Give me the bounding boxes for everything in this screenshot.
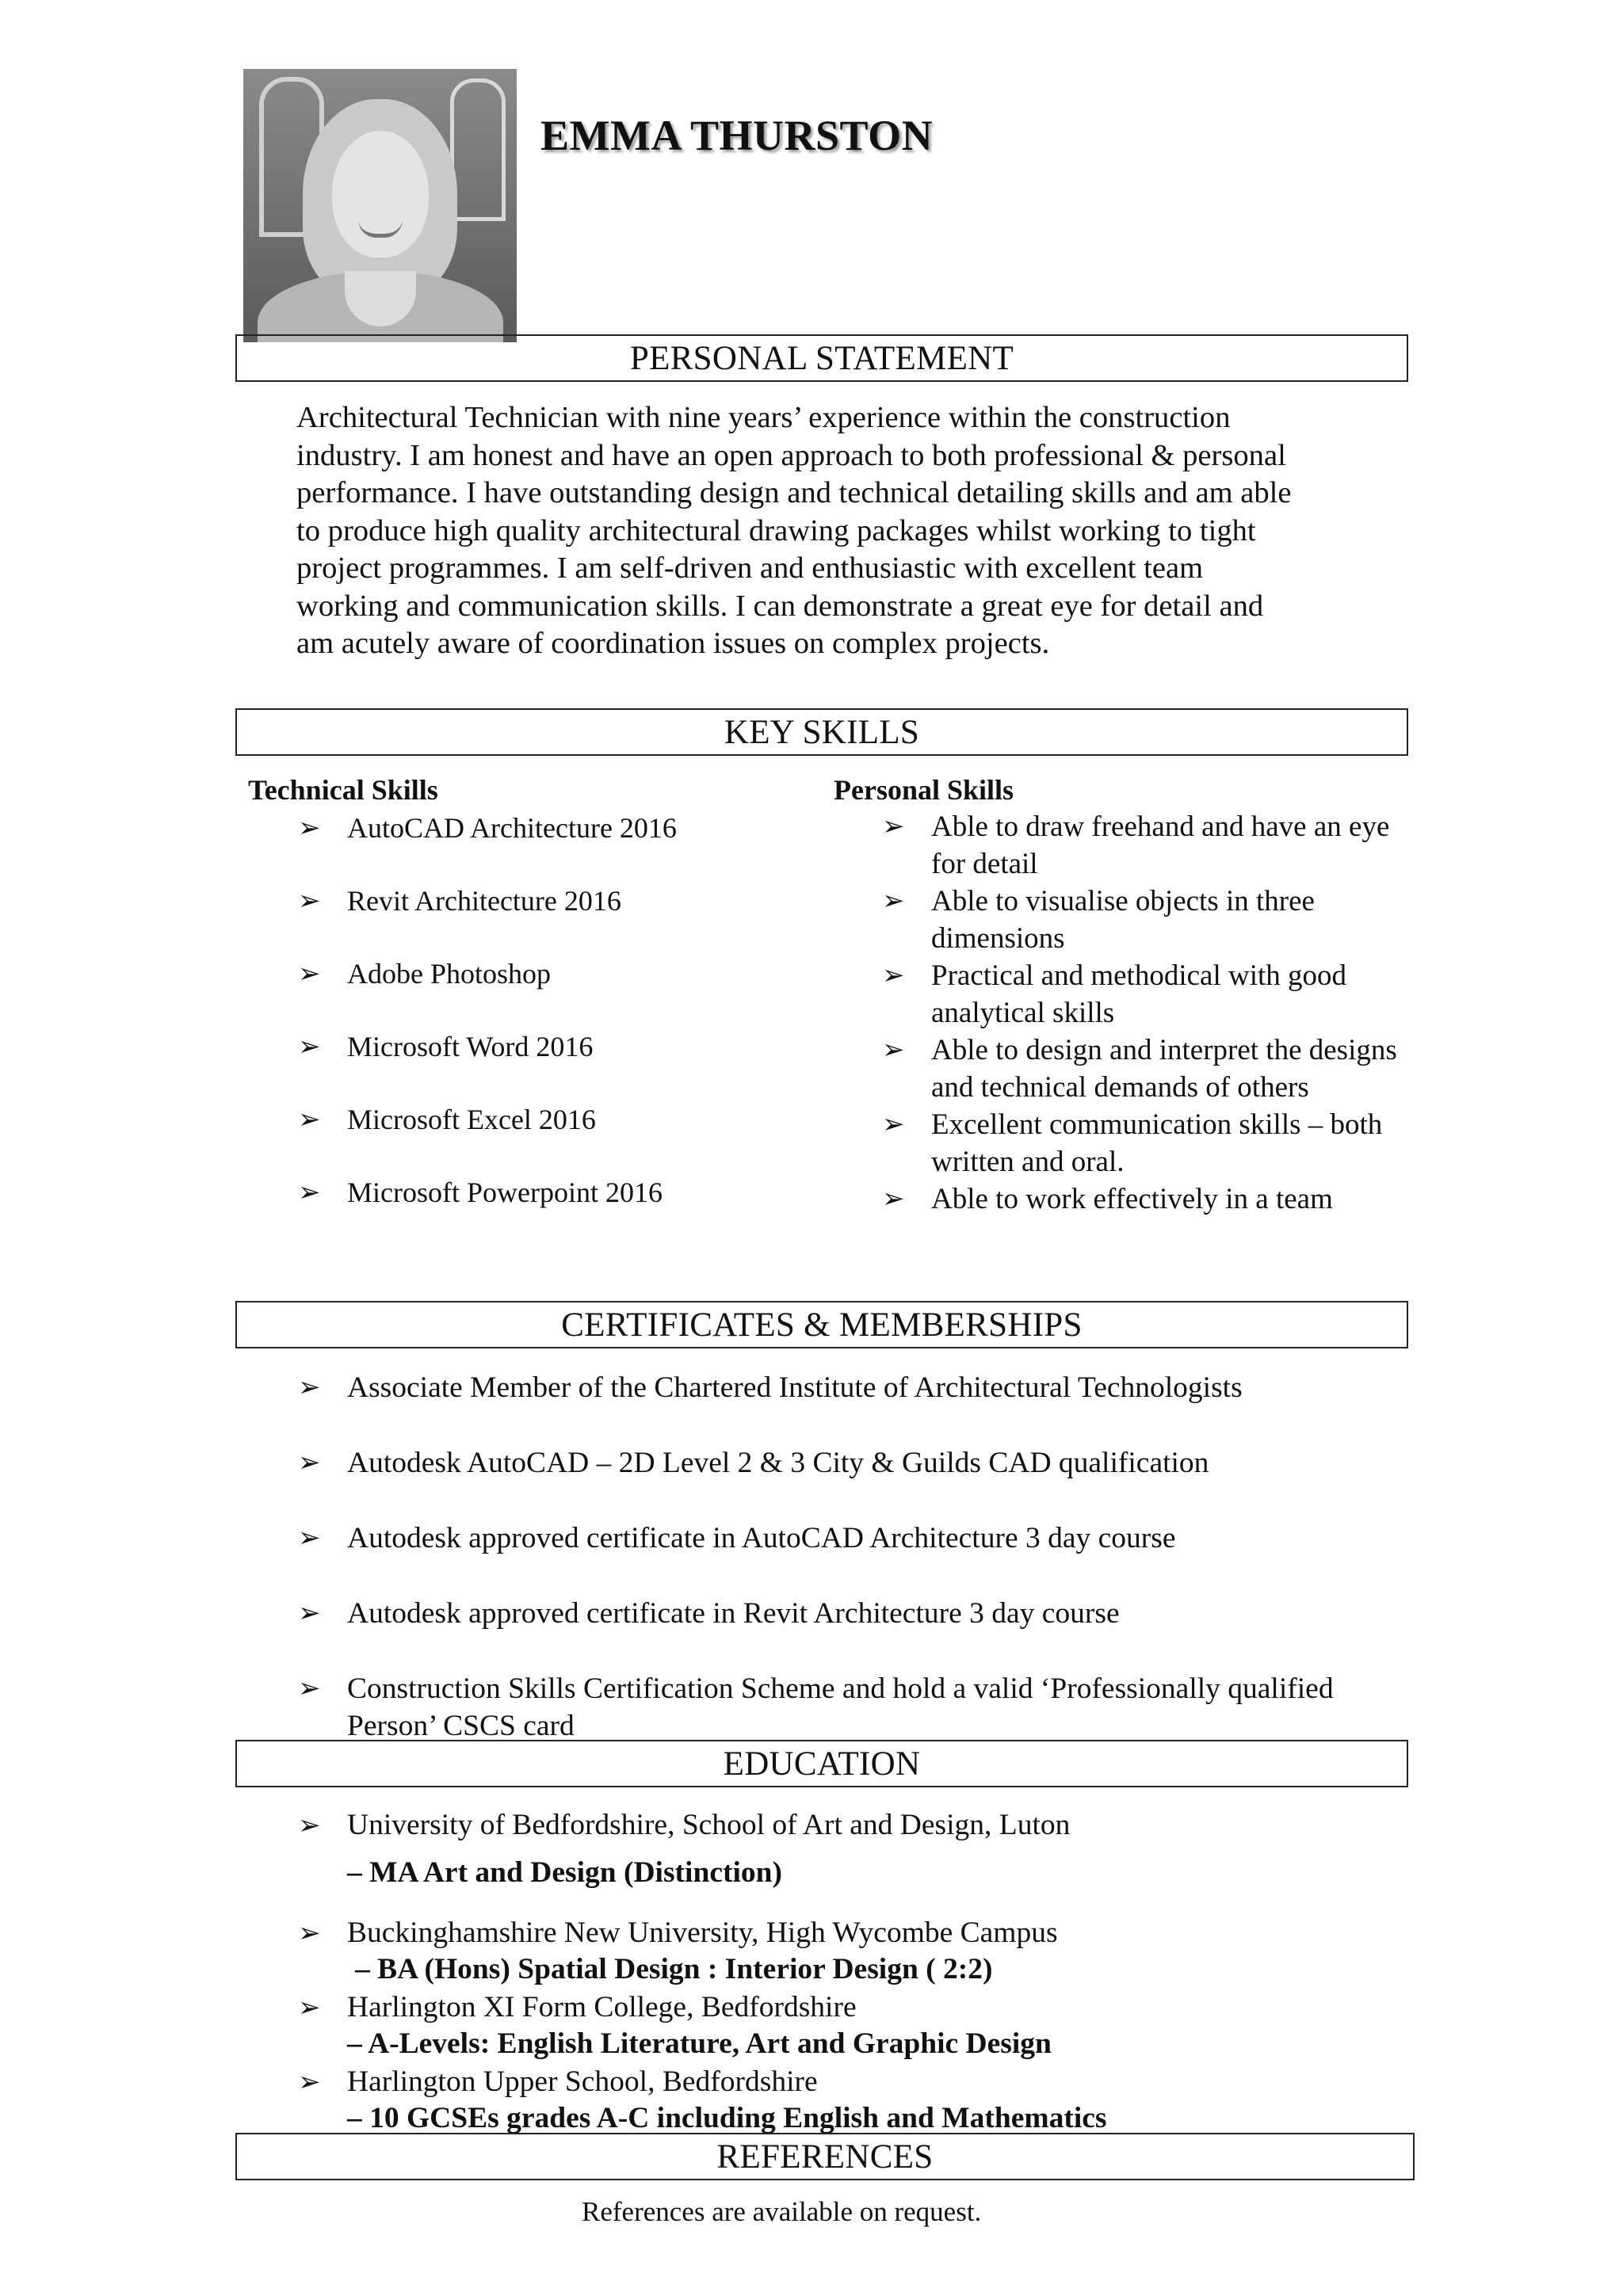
candidate-name: EMMA THURSTON bbox=[540, 112, 934, 159]
education-list bbox=[298, 1807, 1423, 2137]
profile-photo bbox=[243, 69, 517, 342]
photo-face bbox=[332, 131, 429, 257]
arrow-bullet-icon: ➢ bbox=[882, 885, 905, 917]
list-item: ➢ Adobe Photoshop bbox=[298, 954, 677, 1027]
section-heading-education: EDUCATION bbox=[235, 1740, 1408, 1787]
statement-line: working and communication skills. I can demonstrate a great eye for detail and bbox=[296, 589, 1264, 623]
arrow-bullet-icon: ➢ bbox=[882, 1034, 905, 1066]
list-item: ➢ Able to draw freehand and have an eye for detail bbox=[882, 808, 1421, 883]
arrow-bullet-icon: ➢ bbox=[298, 1104, 321, 1135]
school-name: Harlington Upper School, Bedfordshire bbox=[347, 2065, 818, 2098]
list-item: ➢ Microsoft Powerpoint 2016 bbox=[298, 1173, 677, 1245]
arrow-bullet-icon: ➢ bbox=[882, 959, 905, 991]
list-item bbox=[298, 1989, 1423, 2062]
section-heading-references: REFERENCES bbox=[235, 2133, 1415, 2180]
arrow-bullet-icon: ➢ bbox=[298, 1371, 321, 1403]
arrow-bullet-icon: ➢ bbox=[298, 1992, 321, 2023]
list-item: ➢ Autodesk approved certificate in AutoCAD Architecture 3 day course bbox=[298, 1520, 1423, 1557]
list-item: ➢ Construction Skills Certification Scheme and hold a valid ‘Professionally qualified Person’ CSCS card bbox=[298, 1670, 1423, 1745]
arrow-bullet-icon: ➢ bbox=[298, 1447, 321, 1478]
arrow-bullet-icon: ➢ bbox=[298, 1672, 321, 1704]
degree-title: – 10 GCSEs grades A-C including English and Mathematics bbox=[347, 2102, 1107, 2134]
background-arch-right bbox=[450, 78, 506, 221]
arrow-bullet-icon: ➢ bbox=[298, 885, 321, 917]
arrow-bullet-icon: ➢ bbox=[298, 1917, 321, 1949]
school-name: Buckinghamshire New University, High Wycombe Campus bbox=[347, 1917, 1058, 1949]
statement-line: to produce high quality architectural drawing packages whilst working to tight bbox=[296, 513, 1256, 547]
list-item: ➢ Revit Architecture 2016 bbox=[298, 881, 677, 954]
arrow-bullet-icon: ➢ bbox=[298, 812, 321, 844]
arrow-bullet-icon: ➢ bbox=[298, 1522, 321, 1554]
list-item: ➢ Practical and methodical with good analytical skills bbox=[882, 957, 1421, 1032]
section-heading-certificates: CERTIFICATES & MEMBERSHIPS bbox=[235, 1301, 1408, 1348]
arrow-bullet-icon: ➢ bbox=[298, 2066, 321, 2098]
photo-body bbox=[258, 271, 503, 342]
list-item: ➢ AutoCAD Architecture 2016 bbox=[298, 808, 677, 881]
list-item: ➢ Able to design and interpret the designs and technical demands of others bbox=[882, 1032, 1421, 1106]
certificates-list bbox=[298, 1369, 1423, 1745]
personal-statement-text bbox=[296, 399, 1406, 663]
list-item: ➢ Autodesk approved certificate in Revit Architecture 3 day course bbox=[298, 1595, 1423, 1632]
school-name: Harlington XI Form College, Bedfordshire bbox=[347, 1991, 857, 2023]
list-item: ➢ Able to visualise objects in three dimensions bbox=[882, 883, 1421, 957]
arrow-bullet-icon: ➢ bbox=[298, 958, 321, 990]
technical-skills-heading: Technical Skills bbox=[248, 774, 438, 806]
statement-line: project programmes. I am self-driven and enthusiastic with excellent team bbox=[296, 551, 1204, 585]
arrow-bullet-icon: ➢ bbox=[882, 1108, 905, 1140]
section-heading-personal-statement: PERSONAL STATEMENT bbox=[235, 334, 1408, 382]
arrow-bullet-icon: ➢ bbox=[298, 1810, 321, 1841]
degree-title: – MA Art and Design (Distinction) bbox=[347, 1856, 782, 1889]
references-text: References are available on request. bbox=[582, 2196, 982, 2227]
statement-line: industry. I am honest and have an open approach to both professional & personal bbox=[296, 438, 1286, 472]
personal-skills-heading: Personal Skills bbox=[834, 774, 1014, 806]
school-name: University of Bedfordshire, School of Art and Design, Luton bbox=[347, 1809, 1071, 1841]
statement-line: Architectural Technician with nine years’ experience within the construction bbox=[296, 401, 1231, 434]
degree-title: – BA (Hons) Spatial Design : Interior Design ( 2:2) bbox=[355, 1953, 993, 1985]
list-item bbox=[298, 1915, 1423, 1988]
section-heading-key-skills: KEY SKILLS bbox=[235, 708, 1408, 756]
list-item bbox=[298, 1807, 1423, 1891]
degree-title: – A-Levels: English Literature, Art and Graphic Design bbox=[347, 2027, 1052, 2060]
statement-line: performance. I have outstanding design and technical detailing skills and am able bbox=[296, 476, 1292, 509]
list-item: ➢ Autodesk AutoCAD – 2D Level 2 & 3 City & Guilds CAD qualification bbox=[298, 1444, 1423, 1482]
list-item bbox=[298, 2064, 1423, 2137]
technical-skills-list bbox=[298, 808, 677, 1245]
list-item: ➢ Associate Member of the Chartered Institute of Architectural Technologists bbox=[298, 1369, 1423, 1406]
statement-line: am acutely aware of coordination issues on complex projects. bbox=[296, 627, 1050, 660]
list-item: ➢ Excellent communication skills – both written and oral. bbox=[882, 1106, 1421, 1180]
personal-skills-list bbox=[882, 808, 1421, 1218]
arrow-bullet-icon: ➢ bbox=[882, 810, 905, 842]
list-item: ➢ Able to work effectively in a team bbox=[882, 1180, 1421, 1218]
list-item: ➢ Microsoft Excel 2016 bbox=[298, 1100, 677, 1173]
list-item: ➢ Microsoft Word 2016 bbox=[298, 1027, 677, 1100]
arrow-bullet-icon: ➢ bbox=[298, 1597, 321, 1629]
arrow-bullet-icon: ➢ bbox=[298, 1177, 321, 1208]
arrow-bullet-icon: ➢ bbox=[298, 1031, 321, 1062]
arrow-bullet-icon: ➢ bbox=[882, 1183, 905, 1215]
